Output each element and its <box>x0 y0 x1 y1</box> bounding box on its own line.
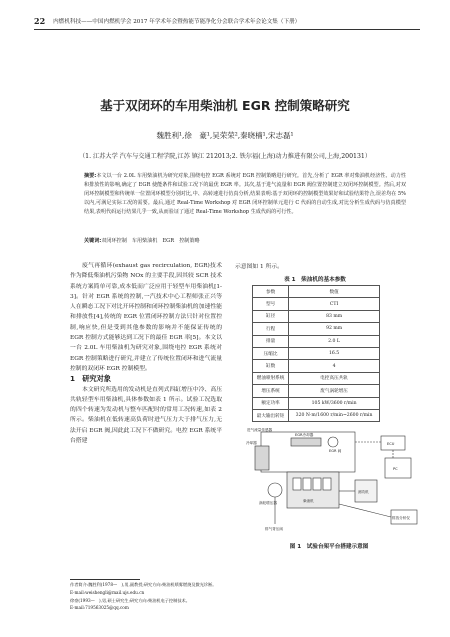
left-column <box>70 261 222 446</box>
abstract <box>84 172 406 217</box>
cylinder <box>303 478 311 490</box>
table-row <box>253 397 380 409</box>
table-row <box>253 335 380 347</box>
footnotes <box>70 581 225 612</box>
pc-box <box>385 458 411 478</box>
table-cell: 型号 <box>253 298 289 310</box>
cylinder <box>313 478 321 490</box>
running-header <box>34 14 420 28</box>
exhaust-line <box>339 504 391 517</box>
table-cell: 缸数 <box>253 360 289 372</box>
right-column-text: 示意图如 1 所示。 <box>235 264 283 270</box>
table-row <box>253 385 380 397</box>
table-cell: 废气涡轮增压 <box>289 385 380 397</box>
table-cell: 最大输出转矩 <box>253 409 289 421</box>
keywords-text: 双闭环控制 车用柴油机 EGR 控制策略 <box>101 238 200 244</box>
running-title: 内燃机科技——中国内燃机学会 2017 年学术年会暨热能节能净化分会联合学术年会论文集（下册） <box>53 19 301 25</box>
affiliation: （1. 江苏大学 汽车与交通工程学院,江苏 镇江 212013;2. 铁尔福(上海)动力推进有限公司,上海,200131） <box>78 153 372 160</box>
egr-cooler <box>291 438 321 446</box>
author-list: 魏胜利¹,徐 豪¹,吴荣荣²,秦晓楠¹,宋志磊¹ <box>156 131 294 140</box>
label-egr-valve: EGR 阀 <box>329 449 342 453</box>
table-cell: CTI <box>289 298 380 310</box>
label-intake: 进气流量传感器 <box>247 428 273 432</box>
table-cell: 额定功率 <box>253 397 289 409</box>
keywords-label: 关键词: <box>84 238 102 244</box>
table-row <box>253 310 380 322</box>
table-cell: 增压系统 <box>253 385 289 397</box>
table-row <box>253 298 380 310</box>
table-row <box>253 372 380 384</box>
table-row <box>253 409 380 421</box>
section-paragraph: 本文研究所选用的发动机是直列式四缸增压中冷、高压共轨轻型车用柴油机,具体参数如表 1 所示。试验工况选取的四个转速为发动机与整车匹配时的常用工况转速,如表 2 所示。柴油机在低转速高负荷时进气压力大于排气压力,无法开启 EGR 阀,因此此工况下不做研究。电控 EGR 系统平台搭建 <box>70 386 222 445</box>
parameter-table <box>252 285 380 422</box>
label-turbo: 涡轮增压器 <box>259 501 277 505</box>
table-cell: 缸径 <box>253 310 289 322</box>
table-cell: 4 <box>289 360 380 372</box>
table-row <box>253 360 380 372</box>
table-row <box>253 347 380 359</box>
intercooler <box>255 446 269 470</box>
test-bench-diagram <box>245 428 423 533</box>
table-cell: 电控高压共轨 <box>289 372 380 384</box>
cylinder <box>323 478 331 490</box>
keywords <box>84 237 406 244</box>
section-heading: 1 研究对象 <box>70 374 111 384</box>
table-header-cell: 数值 <box>289 286 380 298</box>
figure-caption-text: 试验台架平台搭建示意图 <box>306 544 369 550</box>
label-exhaust: 排气背压阀 <box>265 527 283 531</box>
footnote-line: 徐豪(1993— ),男,硕士研究生;研究方向:柴油机电子控制技术。 <box>70 597 190 603</box>
table-cell: 燃油喷射系统 <box>253 372 289 384</box>
table-cell: 排量 <box>253 335 289 347</box>
table-row <box>253 323 380 335</box>
table-header-cell: 参数 <box>253 286 289 298</box>
label-engine: 柴油机 <box>303 499 314 503</box>
abstract-text: 本文以一台 2.0L 车用柴油机为研究对象,围绕电控 EGR 系统对 EGR 控制策略进行研究。首先,分析了 EGR 率对柴油机经济性、动力性和排放性的影响,确定了 EGR 使能条件和试验工况下的最优 EGR 率。其次,基于进气流量和 EGR 阀位置控制建立双闭环控制模型。然后,对双闭环控制模型和传统单一位置闭环模型分别对比,中、高转速进行仿真分析,结果表明:基于双闭环的控制模型效果好和试验结果符合,误差均在 5% 以内,可满足实际工况的需要。最后,通过 Real-Time Workshop 对 EGR 闭环控制单元进行 C 代码的自动生成,对比分析生成代码与仿真模型结果,表明代码运行结果几乎一致,从而验证了通过 Real-Time Workshop 生成代码的可行性。 <box>84 173 407 215</box>
label-pc: PC <box>393 467 398 471</box>
table-cell: 压缩比 <box>253 347 289 359</box>
table-header-row <box>253 286 380 298</box>
table-caption <box>235 275 395 283</box>
label-ecu: ECU <box>387 442 395 446</box>
egr-valve <box>328 437 338 447</box>
turbocharger <box>268 483 282 497</box>
table-cell: 92 mm <box>289 323 380 335</box>
figure-caption <box>235 542 423 550</box>
table-cell: 2.0 L <box>289 335 380 347</box>
label-cooler: 冷却器 <box>246 441 257 445</box>
table-cell: 320 N·m/1600 r/min~2600 r/min <box>289 409 380 421</box>
figure-caption-label: 图 1 <box>289 544 302 550</box>
table-cell: 83 mm <box>289 310 380 322</box>
paper-title: 基于双闭环的车用柴油机 EGR 控制策略研究 <box>100 98 350 113</box>
page-number: 22 <box>34 16 46 26</box>
table-cell: 105 kW/3600 r/min <box>289 397 380 409</box>
label-dyno: 测功机 <box>358 490 369 494</box>
footnote-line: E-mail:719563025@qq.com <box>70 605 129 611</box>
table-caption-label: 表 1 <box>284 277 296 283</box>
table-cell: 16.5 <box>289 347 380 359</box>
footnote-rule <box>70 579 140 580</box>
header-rule <box>34 29 420 30</box>
abstract-label: 摘要: <box>84 173 97 179</box>
label-egr-cooler: EGR冷却器 <box>295 433 314 437</box>
table-caption-text: 柴油机的基本参数 <box>301 277 346 283</box>
footnote-line: 作者简介:魏胜利(1978— ),男,副教授;研究方向:柴油机喷雾燃烧及微光诊断。 <box>70 582 217 587</box>
label-analyzer: 排放分析仪 <box>392 516 410 520</box>
cylinder <box>293 478 301 490</box>
intro-paragraph: 废气再循环(exhaust gas recirculation, EGR)技术作为降低柴油机污染物 NOx 的主要手段,因其较 SCR 技术系统方案简单可靠,成本低而广泛应用于轻型车用柴油机[1-3]。针对 EGR 系统的控制,一汽技术中心工程师张正兴等人在瞬态工况下对比开环控制和闭环控制柴油机的加速性能和排放性[4],传统的 EGR 位置闭环控制方法只针对位置控制,响应快,但是受到其他参数的影响并不能保证传统的 EGR 控制方式能够达到工况下的最佳 EGR 率[5]。本文以一台 2.0L 车用柴油机为研究对象,围绕电控 EGR 系统对 EGR 控制策略进行研究,并建立了传统位置闭环和进气流量控制的双闭环 EGR 控制模型。 <box>70 263 222 372</box>
footnote-line: E-mail:weishengli@mail.ujs.edu.cn <box>70 589 145 595</box>
table-cell: 行程 <box>253 323 289 335</box>
